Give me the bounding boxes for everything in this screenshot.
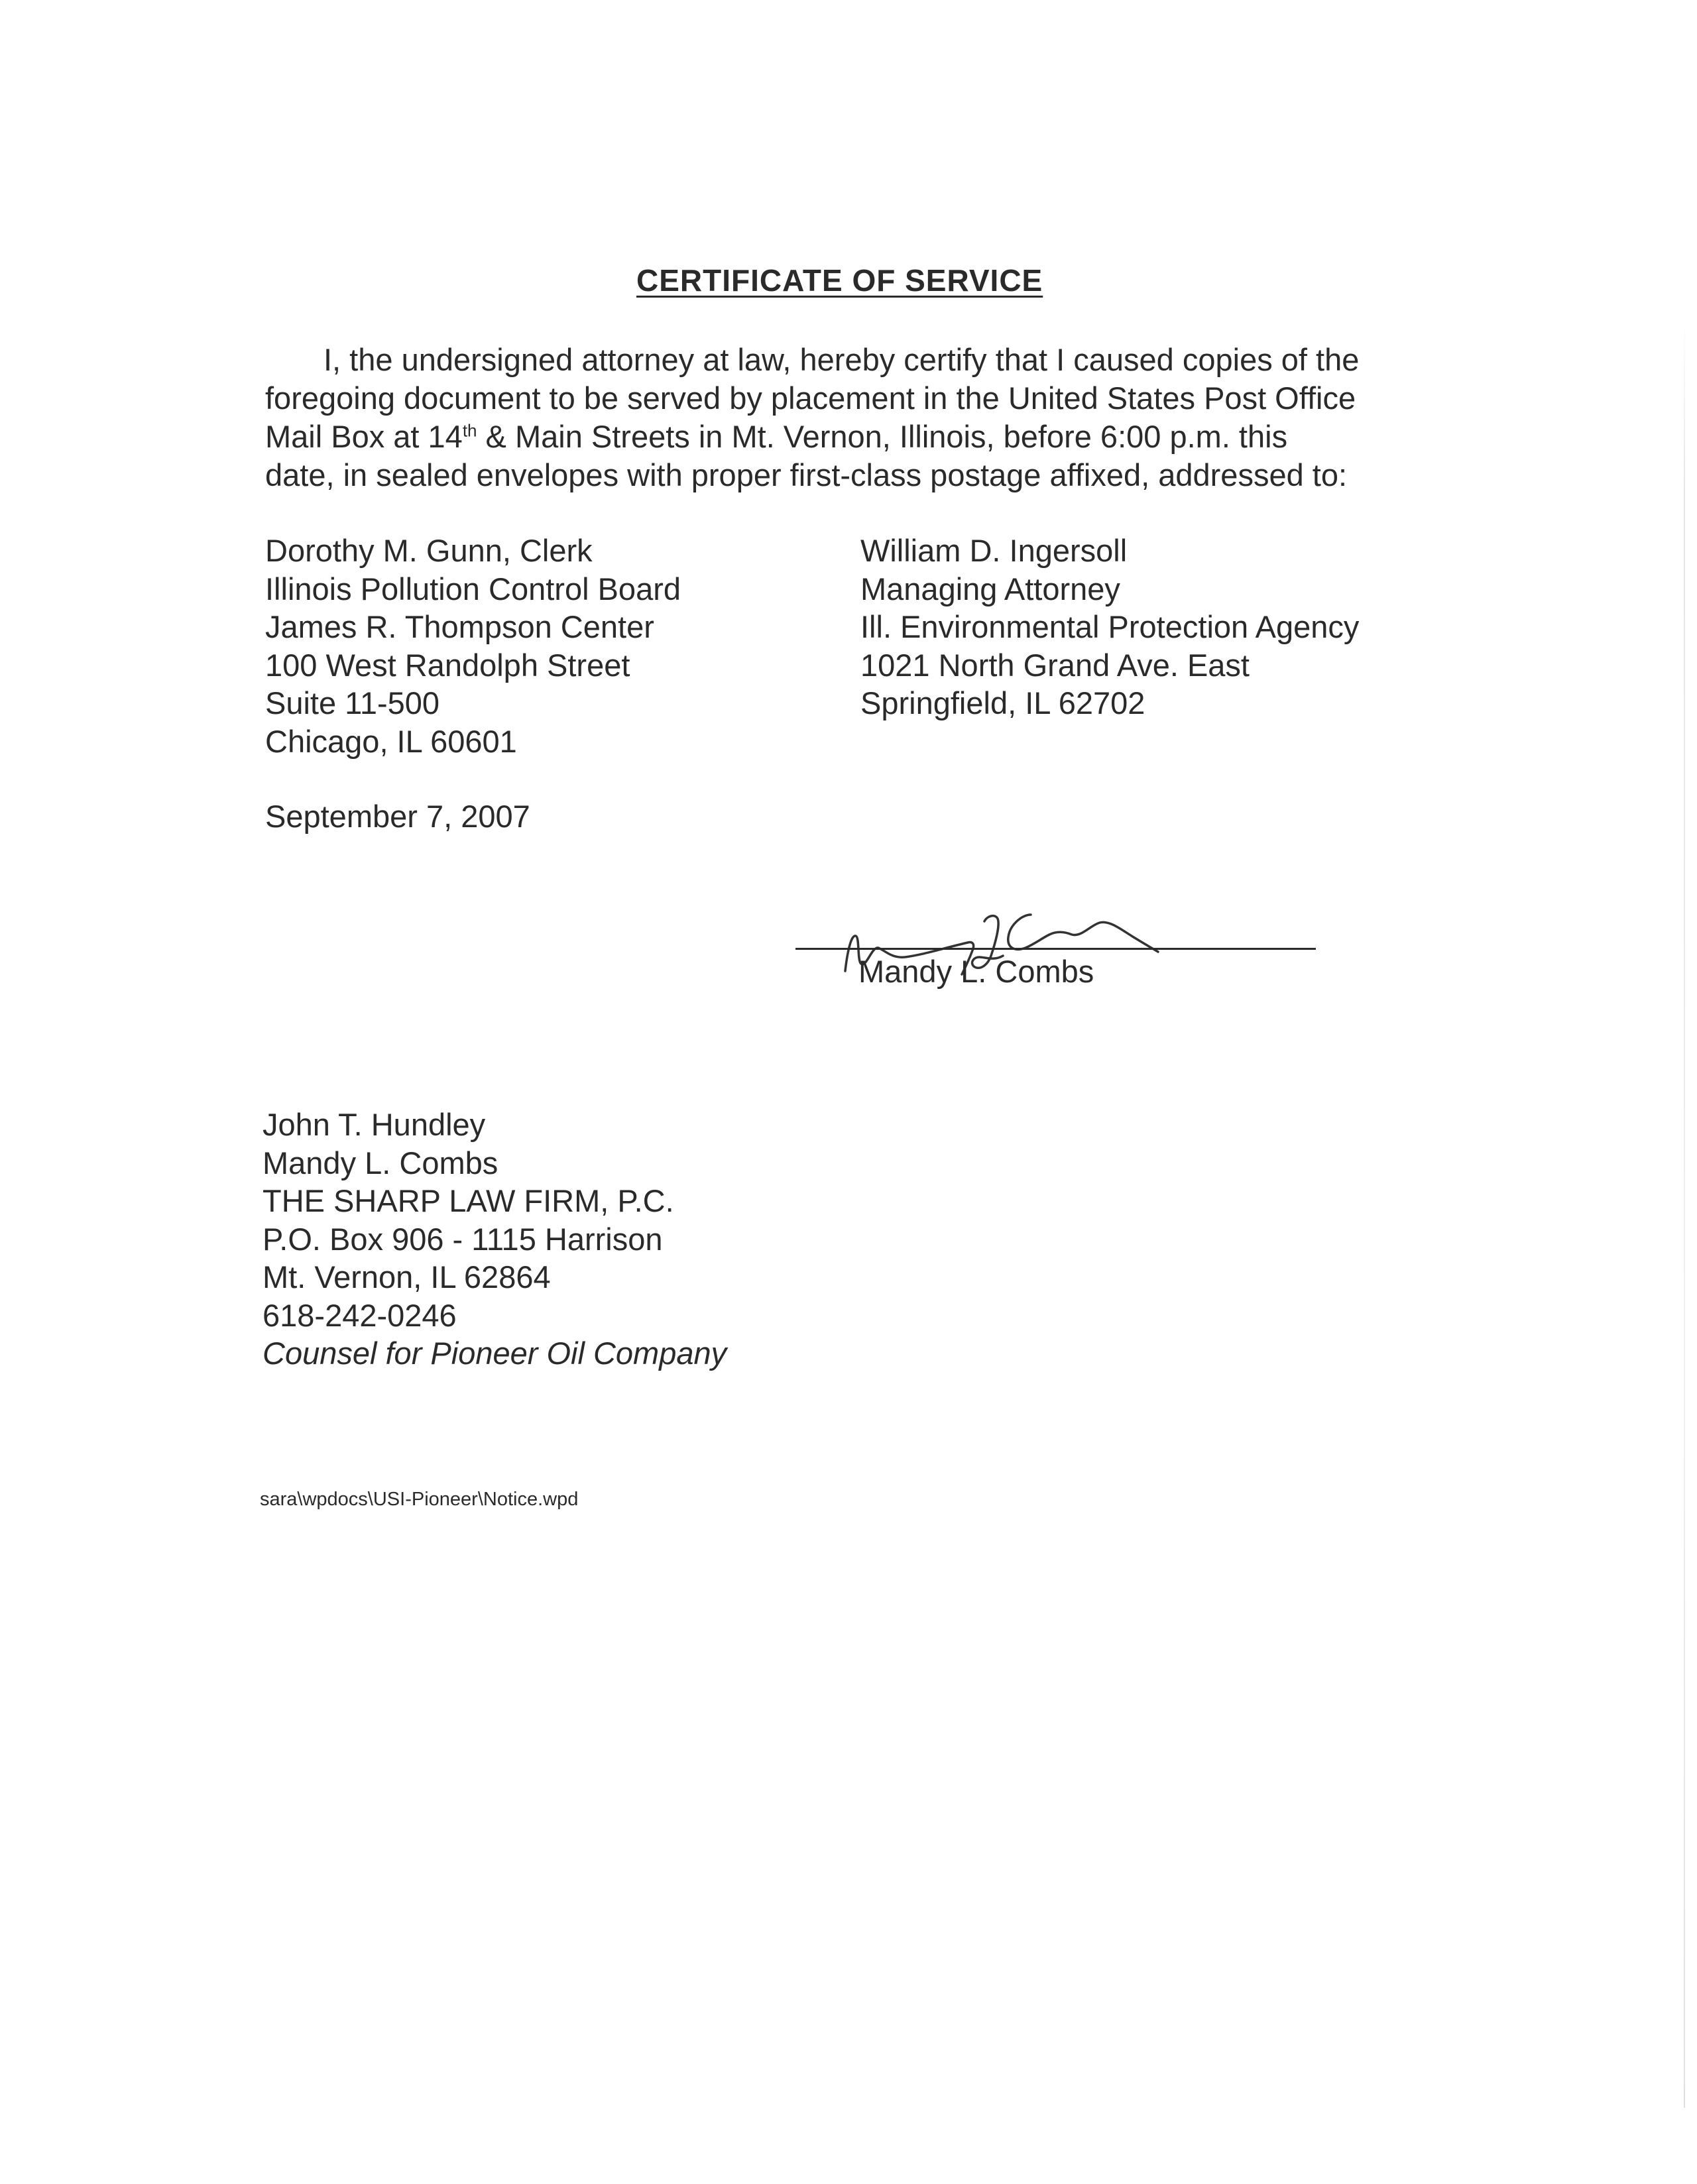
signature-line bbox=[795, 948, 1316, 950]
counsel-role: Counsel for Pioneer Oil Company bbox=[263, 1336, 727, 1371]
counsel-line: P.O. Box 906 - 1115 Harrison bbox=[263, 1221, 663, 1257]
recipient-address-right bbox=[860, 532, 1359, 722]
ordinal-suffix: th bbox=[462, 420, 477, 441]
paragraph-line-1: I, the undersigned attorney at law, hereby certify that I caused copies of the bbox=[323, 342, 1360, 377]
address-line: Illinois Pollution Control Board bbox=[265, 571, 681, 606]
signer-name: Mandy L. Combs bbox=[858, 954, 1094, 989]
counsel-line: Mt. Vernon, IL 62864 bbox=[263, 1259, 551, 1294]
address-line: Managing Attorney bbox=[860, 571, 1120, 606]
scan-edge-shadow bbox=[1684, 318, 1685, 2108]
paragraph-line-3 bbox=[265, 418, 1438, 456]
address-line: Dorothy M. Gunn, Clerk bbox=[265, 533, 593, 568]
counsel-line: Mandy L. Combs bbox=[263, 1145, 498, 1180]
counsel-line: John T. Hundley bbox=[263, 1107, 486, 1142]
counsel-line: 618-242-0246 bbox=[263, 1297, 457, 1333]
address-line: William D. Ingersoll bbox=[860, 533, 1128, 568]
address-line: Springfield, IL 62702 bbox=[860, 685, 1145, 720]
address-line: 1021 North Grand Ave. East bbox=[860, 647, 1250, 683]
address-line: James R. Thompson Center bbox=[265, 609, 654, 644]
counsel-line: THE SHARP LAW FIRM, P.C. bbox=[263, 1183, 674, 1218]
counsel-block bbox=[263, 1106, 727, 1373]
paragraph-line-4: date, in sealed envelopes with proper first-class postage affixed, addressed to: bbox=[265, 457, 1348, 492]
paragraph-line-3-end: & Main Streets in Mt. Vernon, Illinois, before 6:00 p.m. this bbox=[477, 419, 1288, 454]
paragraph-line-2: foregoing document to be served by placement in the United States Post Office bbox=[265, 380, 1356, 416]
file-path-footer: sara\wpdocs\USI-Pioneer\Notice.wpd bbox=[260, 1489, 579, 1510]
address-line: Suite 11-500 bbox=[265, 685, 440, 720]
address-line: Ill. Environmental Protection Agency bbox=[860, 609, 1360, 644]
address-line: 100 West Randolph Street bbox=[265, 647, 630, 683]
certification-paragraph bbox=[265, 341, 1438, 494]
paragraph-line-3-start: Mail Box at 14 bbox=[265, 419, 463, 454]
address-line: Chicago, IL 60601 bbox=[265, 723, 517, 759]
recipient-address-left bbox=[265, 532, 681, 760]
document-title: CERTIFICATE OF SERVICE bbox=[636, 263, 1043, 298]
service-date: September 7, 2007 bbox=[265, 799, 530, 834]
